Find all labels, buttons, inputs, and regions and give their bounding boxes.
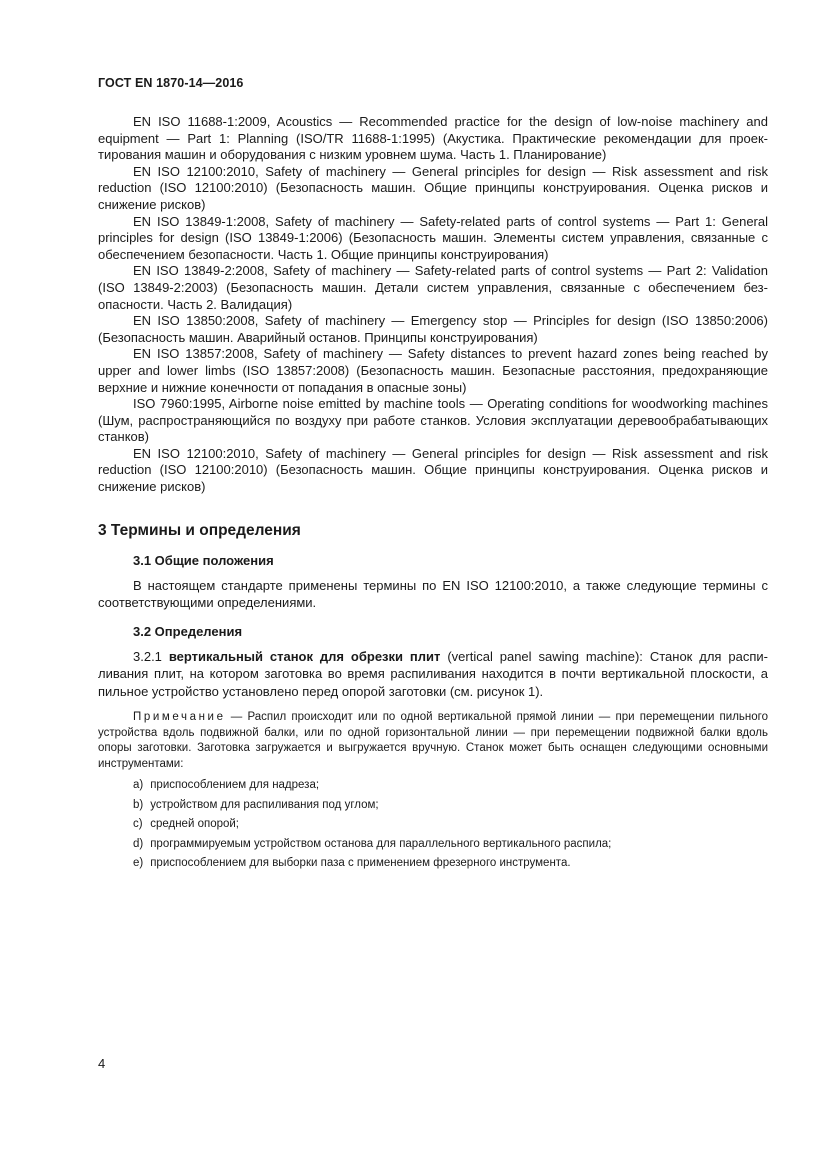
note-paragraph [98,710,768,772]
reference-item: EN ISO 13850:2008, Safety of machinery — Emergency stop — Principles for design (ISO 13850:2006) (Безопасность машин. Аварийный останов. Принципы конструирования) [98,313,768,345]
reference-item: EN ISO 12100:2010, Safety of machinery — General principles for design — Risk assessment and risk reduction (ISO 12100:2010) (Безопасность машин. Общие принципы конструирования. Оценка рисков и снижение рисков) [98,445,768,495]
reference-item: EN ISO 12100:2010, Safety of machinery — General principles for design — Risk assessment and risk reduction (ISO 12100:2010) (Безопасность машин. Общие принципы конструирования. Оценка рисков и снижение рисков) [98,163,768,212]
term-name: вертикальный станок для обрезки плит [168,648,441,664]
list-item [98,815,768,835]
section-title: 3 Термины и определения [98,521,301,539]
list-item-text: средней опорой; [150,818,239,831]
subsection-title-general: 3.1 Общие положения [133,552,274,568]
reference-item: EN ISO 11688-1:2009, Acoustics — Recommended practice for the design of low-noise machinery and equipment — Part 1: Planning (ISO/TR 11688-1:1995) (Акустика. Практические рекомендации для проектирования машин и оборудования с низким уровнем шума. Часть 1. Планирование) [98,114,768,163]
document-code-header: ГОСТ EN 1870-14—2016 [98,76,244,90]
normative-references-list [98,114,768,496]
page-number: 4 [98,1056,106,1071]
term-definition [98,648,768,701]
reference-item: EN ISO 13849-1:2008, Safety of machinery — Safety-related parts of control systems — Part 1: General principles for design (ISO 13849-1:2006) (Безопасность машин. Элементы систем управления, связанные с обеспечением безопасности. Часть 1. Общие принципы конструирования) [98,213,768,262]
list-marker: d) [133,837,144,850]
reference-item: EN ISO 13857:2008, Safety of machinery — Safety distances to prevent hazard zones being reached by upper and lower limbs (ISO 13857:2008) (Безопасность машин. Безопасные расстояния, предохраняющие верхние и нижние конечности от попадания в опасные зоны) [98,346,768,395]
term-definition-text: (vertical panel sawing machine): Станок для распиливания плит, на котором заготовка во время распиливания находится в почти вертикальной плоскости, а пильное устройство установлено перед опорой заготовки (см. рисунок 1). [98,648,768,699]
note-tool-list [98,776,768,874]
list-item-text: программируемым устройством останова для параллельного вертикального распила; [150,837,612,850]
list-item-text: приспособлением для выборки паза с применением фрезерного инструмента. [150,857,571,870]
reference-item: ISO 7960:1995, Airborne noise emitted by machine tools — Operating conditions for woodworking machines (Шум, распространяющийся по воздуху при работе станков. Условия эксплуатации деревообрабатывающих станков) [98,396,768,445]
list-item [98,854,768,874]
reference-item: EN ISO 13849-2:2008, Safety of machinery — Safety-related parts of control systems — Part 2: Validation (ISO 13849-2:2003) (Безопасность машин. Детали систем управления, связанные с обеспечением безопасности. Часть 2. Валидация) [98,263,768,312]
list-item-text: устройством для распиливания под углом; [150,798,379,811]
list-item-text: приспособлением для надреза; [150,779,320,792]
list-item [98,835,768,855]
subsection-title-definitions: 3.2 Определения [133,623,243,639]
list-item [98,776,768,796]
note-text: — Распил происходит или по одной вертикальной прямой линии — при перемещении пильного устройства вдоль подвижной балки, или по одной горизонтальной линии — при перемещении подвижной балки вдоль опоры заготовки. Заготовка загружается и выгружается вручную. Станок может быть оснащен следующими основными инструментами: [98,711,768,770]
list-marker: b) [133,798,144,811]
page-content [98,114,768,874]
list-marker: a) [133,779,144,792]
list-item [98,796,768,816]
general-paragraph: В настоящем стандарте применены термины по EN ISO 12100:2010, а также следующие термины с соответствующими определениями. [98,577,768,611]
list-marker: e) [133,857,144,870]
term-number: 3.2.1 [133,648,162,664]
note-label: Примечание [133,711,226,724]
list-marker: c) [133,818,143,831]
